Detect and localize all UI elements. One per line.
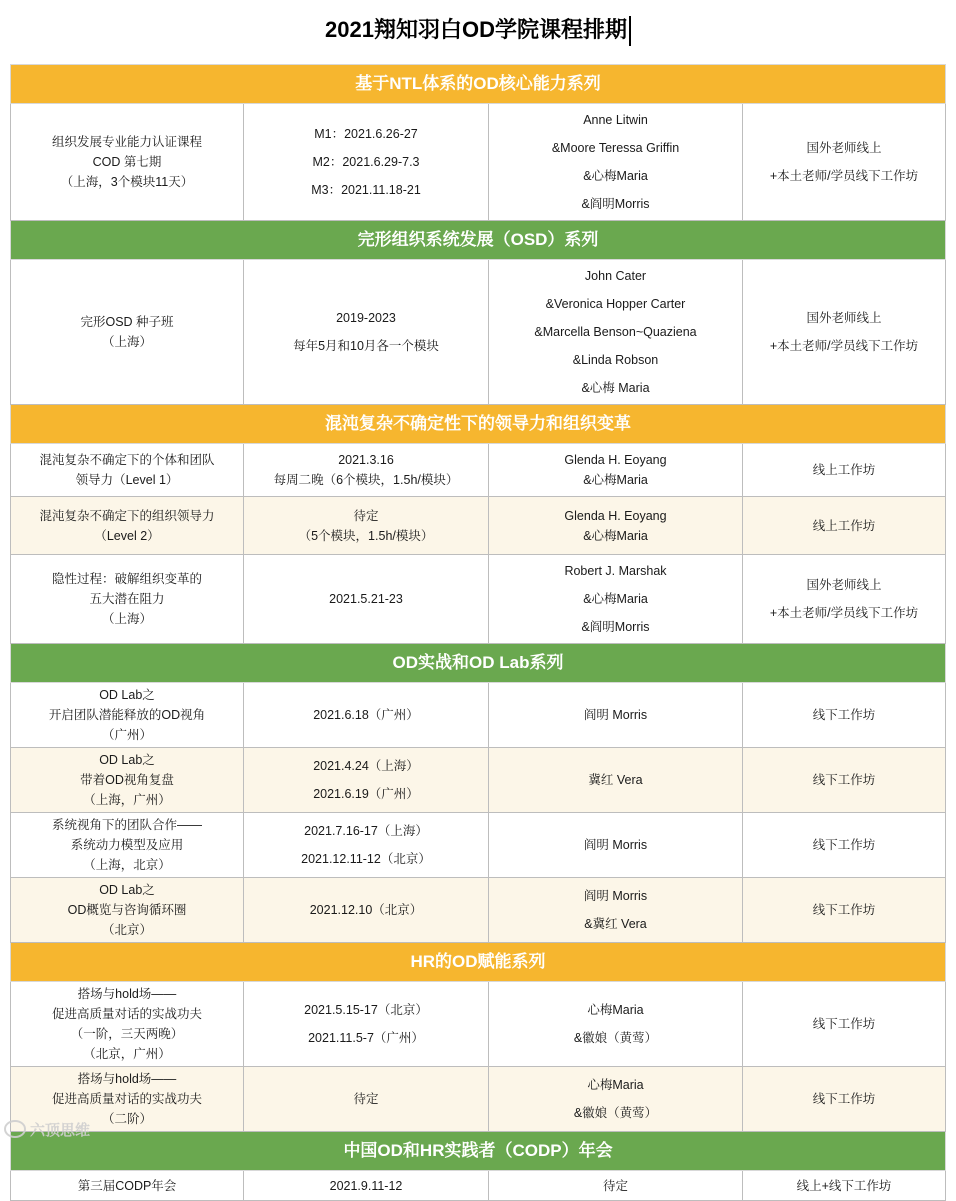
section-title: 混沌复杂不确定性下的领导力和组织变革: [11, 405, 946, 444]
date-cell: [244, 555, 489, 644]
cell-line: COD 第七期: [92, 155, 162, 169]
cell-line: 完形OSD 种子班: [80, 315, 174, 329]
cell-line: 混沌复杂不确定下的组织领导力: [39, 508, 215, 523]
cell-line: &徽娘（黄莺）: [573, 1106, 658, 1120]
section-header: [11, 405, 946, 444]
section-header: [11, 1132, 946, 1171]
format-cell: [743, 982, 946, 1067]
cell-line: OD Lab之: [99, 688, 155, 702]
cell-line: 线下工作坊: [812, 1017, 876, 1031]
cell-line: &心梅 Maria: [581, 381, 650, 395]
teacher-cell: [489, 683, 743, 748]
cell-line: 2021.7.16-17（上海）: [304, 824, 428, 838]
cell-line: 组织发展专业能力认证课程: [51, 135, 202, 149]
format-cell: [743, 1067, 946, 1132]
cell-line: 领导力（Level 1）: [75, 473, 179, 487]
table-row: [11, 497, 946, 555]
cell-line: （上海）: [101, 612, 152, 626]
cell-line: （一阶，三天两晚）: [70, 1027, 184, 1041]
cell-line: 混沌复杂不确定下的个体和团队: [39, 453, 215, 467]
section-header: [11, 943, 946, 982]
cell-line: 系统动力模型及应用: [70, 838, 184, 852]
watermark-text: 六顶思维: [30, 1121, 91, 1139]
section-title: 中国OD和HR实践者（CODP）年会: [11, 1132, 946, 1171]
cell-line: M1：2021.6.26-27: [314, 127, 418, 141]
cell-line: &徽娘（黄莺）: [573, 1031, 658, 1045]
cell-line: 开启团队潜能释放的OD视角: [48, 708, 206, 722]
teacher-cell: [489, 982, 743, 1067]
teacher-cell: [489, 497, 743, 555]
cell-line: 国外老师线上: [806, 311, 882, 325]
cell-line: Robert J. Marshak: [564, 564, 667, 578]
date-cell: [244, 683, 489, 748]
weibo-icon: [4, 1120, 26, 1138]
cell-line: &阎明Morris: [581, 620, 650, 634]
date-cell: [244, 982, 489, 1067]
date-cell: [244, 260, 489, 405]
table-row: [11, 748, 946, 813]
section-title: HR的OD赋能系列: [11, 943, 946, 982]
cell-line: 促进高质量对话的实战功夫: [51, 1007, 202, 1021]
format-cell: [743, 683, 946, 748]
section-header: [11, 65, 946, 104]
format-cell: [743, 444, 946, 497]
cell-line: 国外老师线上: [806, 141, 882, 155]
format-cell: [743, 878, 946, 943]
cell-line: &Veronica Hopper Carter: [545, 297, 686, 311]
teacher-cell: [489, 748, 743, 813]
table-row: [11, 260, 946, 405]
table-row: [11, 813, 946, 878]
watermark: [4, 1114, 114, 1144]
cell-line: （上海，北京）: [83, 858, 171, 872]
cell-line: 冀红 Vera: [588, 773, 643, 787]
date-cell: [244, 748, 489, 813]
cell-line: 2021.5.21-23: [329, 592, 403, 606]
table-row: [11, 1171, 946, 1201]
course-cell: [11, 497, 244, 555]
table-row: [11, 1067, 946, 1132]
cell-line: 待定: [353, 508, 379, 523]
cell-line: （上海）: [101, 335, 152, 349]
date-cell: [244, 1171, 489, 1201]
course-cell: [11, 748, 244, 813]
section-title: 完形组织系统发展（OSD）系列: [11, 221, 946, 260]
cell-line: 国外老师线上: [806, 578, 882, 592]
teacher-cell: [489, 260, 743, 405]
cell-line: （上海，广州）: [83, 793, 171, 807]
course-cell: [11, 878, 244, 943]
cell-line: 每年5月和10月各一个模块: [293, 339, 439, 353]
cell-line: 2021.6.19（广州）: [313, 787, 419, 801]
cell-line: 2019-2023: [336, 311, 396, 325]
format-cell: [743, 748, 946, 813]
teacher-cell: [489, 555, 743, 644]
cell-line: &心梅Maria: [583, 592, 648, 606]
course-cell: [11, 683, 244, 748]
cell-line: +本土老师/学员线下工作坊: [769, 339, 919, 353]
cell-line: （北京）: [101, 923, 152, 937]
cell-line: &Linda Robson: [572, 353, 659, 367]
teacher-cell: [489, 104, 743, 221]
cell-line: 2021.3.16: [338, 453, 394, 467]
cell-line: 2021.9.11-12: [329, 1178, 403, 1193]
cell-line: Glenda H. Eoyang: [564, 453, 667, 467]
page-title: 2021翔知羽白OD学院课程排期: [0, 12, 956, 48]
date-cell: [244, 497, 489, 555]
cell-line: （5个模块，1.5h/模块）: [298, 528, 434, 543]
course-cell: [11, 260, 244, 405]
section-header: [11, 644, 946, 683]
cell-line: 2021.11.5-7（广州）: [308, 1031, 424, 1045]
course-cell: [11, 813, 244, 878]
section-header: [11, 221, 946, 260]
cell-line: （上海，3个模块11天）: [60, 175, 194, 189]
cell-line: 五大潜在阻力: [89, 592, 165, 606]
cell-line: 线上+线下工作坊: [796, 1178, 892, 1193]
text-cursor: [629, 16, 631, 46]
cell-line: John Cater: [584, 269, 647, 283]
cell-line: 心梅Maria: [587, 1078, 644, 1092]
cell-line: &Marcella Benson~Quaziena: [534, 325, 697, 339]
section-title: 基于NTL体系的OD核心能力系列: [11, 65, 946, 104]
cell-line: 第三届CODP年会: [77, 1178, 177, 1193]
table-row: [11, 683, 946, 748]
table-row: [11, 878, 946, 943]
table-row: [11, 555, 946, 644]
table-row: [11, 982, 946, 1067]
cell-line: 每周二晚（6个模块，1.5h/模块）: [273, 473, 459, 487]
teacher-cell: [489, 813, 743, 878]
teacher-cell: [489, 1171, 743, 1201]
format-cell: [743, 497, 946, 555]
teacher-cell: [489, 878, 743, 943]
format-cell: [743, 1171, 946, 1201]
cell-line: 线下工作坊: [812, 838, 876, 852]
cell-line: 待定: [602, 1178, 628, 1193]
table-row: [11, 104, 946, 221]
course-cell: [11, 444, 244, 497]
section-title: OD实战和OD Lab系列: [11, 644, 946, 683]
table-row: [11, 444, 946, 497]
cell-line: &心梅Maria: [583, 169, 648, 183]
cell-line: 线上工作坊: [812, 518, 876, 533]
cell-line: &阎明Morris: [581, 197, 650, 211]
cell-line: 待定: [353, 1092, 379, 1106]
format-cell: [743, 104, 946, 221]
cell-line: 线下工作坊: [812, 708, 876, 722]
cell-line: 心梅Maria: [587, 1003, 644, 1017]
cell-line: &心梅Maria: [583, 473, 648, 487]
cell-line: M2：2021.6.29-7.3: [312, 155, 420, 169]
cell-line: OD概览与咨询循环圈: [67, 903, 187, 917]
date-cell: [244, 444, 489, 497]
cell-line: &Moore Teressa Griffin: [551, 141, 680, 155]
cell-line: 阎明 Morris: [583, 838, 648, 852]
cell-line: 线下工作坊: [812, 1092, 876, 1106]
cell-line: Anne Litwin: [583, 113, 648, 127]
teacher-cell: [489, 444, 743, 497]
format-cell: [743, 813, 946, 878]
cell-line: （北京，广州）: [83, 1047, 171, 1061]
cell-line: 线上工作坊: [812, 463, 876, 477]
cell-line: 搭场与hold场——: [77, 1072, 177, 1086]
cell-line: Glenda H. Eoyang: [564, 508, 667, 523]
cell-line: 隐性过程：破解组织变革的: [51, 572, 202, 586]
cell-line: （二阶）: [101, 1112, 152, 1126]
cell-line: &心梅Maria: [583, 528, 648, 543]
cell-line: 阎明 Morris: [583, 889, 648, 903]
course-cell: [11, 104, 244, 221]
course-cell: [11, 1171, 244, 1201]
cell-line: OD Lab之: [99, 883, 155, 897]
cell-line: 带着OD视角复盘: [80, 773, 174, 787]
cell-line: 线下工作坊: [812, 773, 876, 787]
cell-line: （Level 2）: [94, 528, 160, 543]
course-cell: [11, 982, 244, 1067]
cell-line: +本土老师/学员线下工作坊: [769, 169, 919, 183]
cell-line: 系统视角下的团队合作——: [51, 818, 202, 832]
cell-line: 促进高质量对话的实战功夫: [51, 1092, 202, 1106]
format-cell: [743, 555, 946, 644]
cell-line: M3：2021.11.18-21: [311, 183, 421, 197]
cell-line: 2021.4.24（上海）: [313, 759, 419, 773]
cell-line: +本土老师/学员线下工作坊: [769, 606, 919, 620]
date-cell: [244, 1067, 489, 1132]
cell-line: 线下工作坊: [812, 903, 876, 917]
course-cell: [11, 555, 244, 644]
date-cell: [244, 878, 489, 943]
cell-line: 2021.12.10（北京）: [309, 903, 423, 917]
schedule-table: [10, 64, 946, 1201]
teacher-cell: [489, 1067, 743, 1132]
date-cell: [244, 813, 489, 878]
cell-line: 2021.5.15-17（北京）: [304, 1003, 428, 1017]
cell-line: 阎明 Morris: [583, 708, 648, 722]
date-cell: [244, 104, 489, 221]
cell-line: &冀红 Vera: [584, 917, 647, 931]
cell-line: 搭场与hold场——: [77, 987, 177, 1001]
cell-line: （广州）: [101, 728, 152, 742]
cell-line: OD Lab之: [99, 753, 155, 767]
format-cell: [743, 260, 946, 405]
cell-line: 2021.6.18（广州）: [313, 708, 419, 722]
cell-line: 2021.12.11-12（北京）: [301, 852, 431, 866]
